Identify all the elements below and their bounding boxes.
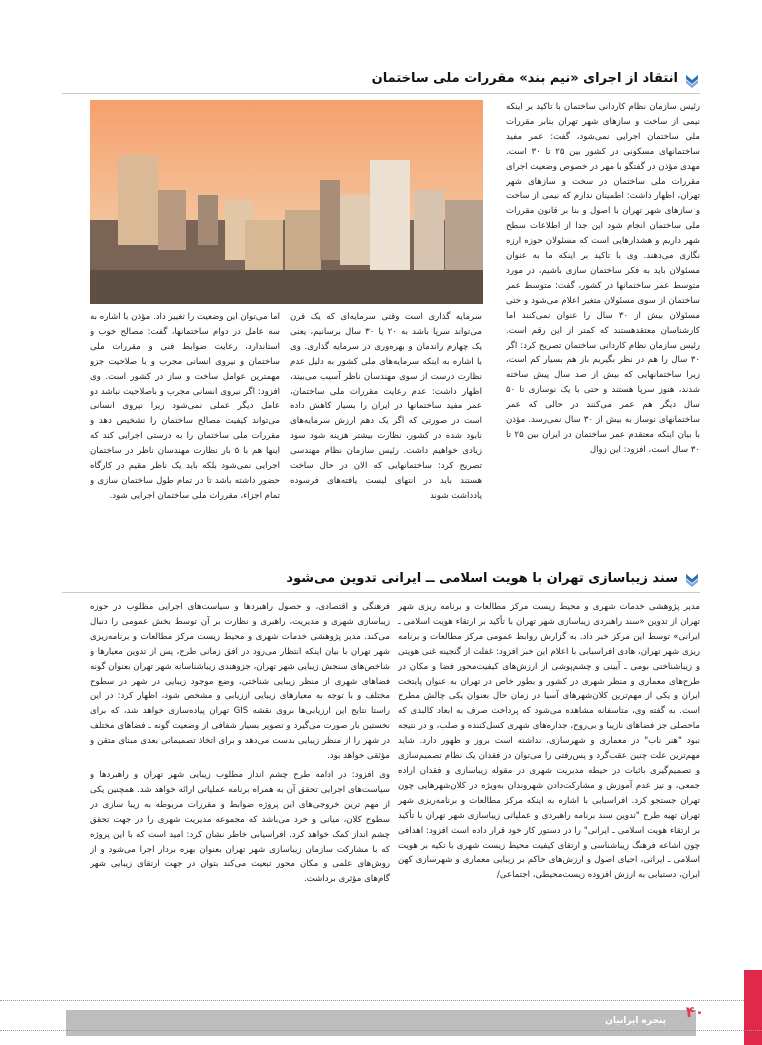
article-text: فرهنگی و اقتصادی، و حصول راهبردها و سیاست‌های اجرایی مطلوب در حوزه زیباسازی شهری و مدیریت، راهبری و نظارت بر آن توسط بخش عمومی را دنبال می‌کند. مدیر پژوهشی خدمات شهری و محیط زیست مرکز مطالعات و برنامه‌ریزی شهر تهران با بیان اینکه انتظار می‌رود در افق زمانی طرح، پس از تدوین معیارها و شاخص‌های سنجش زیبایی شهر تهران، جزوهندی زیباشناسانه شهر تهران بعنوان گونه فضاهای شهری از منظر زیبایی شناختی، وضع موجود زیبایی در شهر در سطوح مختلف و با توجه به معیارهای زیبایی ارزیابی و مشخص شود، اظهار کرد: در این راستا نتایج این ارزیابی‌ها بروی نقشه GIS تهران پیاده‌سازی خواهد شد، که برای نخستین بار صورت می‌گیرد و تصویر بسیار شفافی از وضعیت گونه ـ فضاهای مختلف در شهر را از منظر زیبایی بدست می‌دهد و برای اتخاذ تصمیماتی بعدی مبنای متقن و مؤثقی خواهد بود.: [90, 602, 390, 762]
article-text: سرمایه گذاری است وقتی سرمایه‌ای که یک قرن می‌تواند سرپا باشد به ۲۰ یا ۳۰ سال برسانیم، یعنی یک چهارم راندمان و بهره‌وری در سرمایه گذاری. وی با اشاره به اینکه سرمایه‌های ملی کشور به دلیل عدم نظارت درست از سوی مهندسان ناظر آسیب می‌بیند، اظهار داشت: عدم رعایت مقررات ملی ساختمان، عمر مفید ساختمانها در ایران را بسیار کاهش داده است در صورتی که اگر یک دهم ارزش سرمایه‌های نابود شده در کشور، نظارت بیشتر هزینه شود سود زیادی خواهیم داشت. رئیس سازمان نظام مهندسی تصریح کرد: ساختمانهایی که الان در حال ساخت هستند باید در انتهای لیست یافته‌های فرسوده یادداشت شوند: [290, 312, 482, 501]
article-column-middle: [290, 310, 482, 535]
header-divider: [62, 93, 700, 94]
article-column-left: [90, 310, 280, 535]
accent-bar: [744, 970, 762, 1045]
article-text: رئیس سازمان نظام کاردانی ساختمان با تاکید بر اینکه نیمی از ساخت و سازهای شهر تهران بنابر مقررات ملی ساختمان اجرایی نمی‌شود، گفت: عمر مفید ساختمانهای مسکونی در کشور بین ۲۵ تا ۳۰ است. مهدی مؤذن در گفتگو با مهر در خصوص وضعیت اجرای مقررات ملی ساختمان در سخت و سازهای شهر تهران، اظهار داشت: اطمینان ندارم که نیمی از ساخت و سازهای شهر تهران با اصول و بنا بر قانون مقررات ملی ساختمان انجام شود این جدا از اطلاعات سطح شهر داریم و هشدارهایی است که مسئولان حوزه ارزه نگاری می‌دهند. وی با تاکید بر اینکه ما به عنوان مسئولان باید به فکر ساختمان سازی باشیم، در مورد متوسط عمر ساختمانها در کشور، گفت: متوسط عمر ساختمان از سوی مسئولان متغیر اعلام می‌شود و حتی مسئولان بیش از ۳۰ سال را عنوان نمی‌کنند اما کارشناسان معتقدهستند که کمتر از این رقم است. رئیس سازمان نظام کاردانی ساختمان تصریح کرد: اگر ۳۰ سال را هم در نظر بگیریم باز هم بسیار کم است، زیرا ساختمانهایی که بیش از صد سال پیش ساخته شدند، هنوز سرپا هستند و حتی با یک نوسازی تا ۵۰ سال دیگر هم عمر می‌کنند در حالی که عمر ساختمانهای نوساز به بیش از ۳۰ سال نمی‌رسد. مؤذن با بیان اینکه معتقدم عمر ساختمان در ایران بین ۲۵ تا ۳۰ سال است، افزود: این زوال: [506, 102, 700, 455]
footer-divider: [0, 1000, 762, 1001]
article-column-left: [90, 600, 390, 972]
magazine-label: پنجره ایرانیان: [605, 1016, 666, 1026]
article-headline: سند زیباسازی تهران با هویت اسلامی ــ ایرانی تدوین می‌شود: [286, 571, 678, 586]
article-text: اما می‌توان این وضعیت را تغییر داد. مؤذن با اشاره به سه عامل در دوام ساختمانها، گفت: مصالح خوب و استاندارد، رعایت ضوابط فنی و مقررات ملی ساختمان و نیروی انسانی مجرب و با صلاحیت جزو مهمترین عوامل ساخت و ساز در کشور است. وی افزود: اگر نیروی انسانی مجرب و باصلاحیت نباشد دو عامل دیگر عملی نمی‌شود زیرا نیروی انسانی می‌تواند کیفیت مصالح ساختمان را تشخیص دهد و مقررات ملی ساختمان را به درستی اجرایی کند که اینها هم با ۵ بار نظارت مهندسان ناظر در ساختمان اجرایی نمی‌شود بلکه باید یک ناظر مقیم در کارگاه حضور داشته باشد تا در تمام طول ساختمان سازی و تمام اجزاء، مقررات ملی ساختمان اجرایی شود.: [90, 312, 280, 501]
article-text: مدیر پژوهشی خدمات شهری و محیط زیست مرکز مطالعات و برنامه ریزی شهر تهران از تدوین «سند راهبردی زیباسازی شهر تهران با تأکید بر ارتقاء هویت اسلامی ـ ایرانی» توسط این مرکز خبر داد. به گزارش روابط عمومی مرکز مطالعات و برنامه ریزی شهر تهران، هادی افراسیابی با اعلام این خبر افزود: غفلت از گنجینه غنی هویتی و زیباشناختی بومی ـ آیینی و چشم‌پوشی از ارزش‌های کیفیت‌محور فضا و مکان در طرح‌های معماری و منظر شهری در کشور و بطور خاص در تهران به عنوان پایتخت ایران و یکی از مهم‌ترین کلان‌شهرهای آسیا در زمان حال بعنوان یکی چالش مطرح است. به گفته وی، متاسفانه مشاهده می‌شود که پرداخت صرف به ابعاد کالبدی که ماحصلی جز فضاهای نازیبا و بی‌روح، جداره‌های شهری کسل‌کننده و صلب، و در نتیجه نبود "هنر ناب" در معماری و شهرسازی، نداشته است بروز و ظهور دارد. شاید مهم‌ترین علت چنین عقب‌گرد و پس‌رفتی را می‌توان در فقدان یک نظام تصمیم‌سازی و تصمیم‌گیری باثبات در حیطه مدیریت شهری در مقوله زیباسازی و فقدان اراده جمعی، و نیز عدم آموزش و مشارکت‌دادن شهروندان به‌ویژه در کلان‌شهرهایی چون تهران جستجو کرد. افراسیابی با اشاره به اینکه مرکز مطالعات و برنامه‌ریزی شهر تهران تهیه طرح "تدوین سند برنامه راهبردی و عملیاتی زیباسازی شهر تهران با تأکید بر ارتقاء هویت اسلامی ـ ایرانی" را در دستور کار خود قرار داده است افزود: اهدافی چون اشاعه فرهنگ زیباشناسی و ارتقای کیفیت محیط زیست شهری با تکیه بر هویت اسلامی ـ ایرانی، احیای اصول و ارزش‌های حاکم بر زیبایی معماری و شهرسازی کهن ایران، دستیابی به ارزش افزوده زیست‌محیطی، اجتماعی/: [398, 602, 700, 881]
article-text: وی افزود: در ادامه طرح چشم انداز مطلوب زیبایی شهر تهران و راهبردها و سیاست‌های اجرایی تحقق آن به همراه برنامه عملیاتی ارائه خواهد شد. همچنین یکی از مهم ترین خروجی‌های این پروژه ضوابط و مقررات مربوطه به زیبا سازی در سطوح کلان، میانی و خرد می‌باشد که مجموعه مدیریت شهری را در جهت تحقق چشم انداز کمک خواهد کرد. افراسیابی خاطر نشان کرد: امید است که با این پروژه که با مشارکت سازمان زیباسازی شهر تهران بعنوان بهره بردار اجرا می‌شود و از روش‌های علمی و مکان محور تبعیت می‌کند بتوان در جهت ارتقای زیبایی شهر گام‌های مؤثری برداشت.: [90, 769, 390, 885]
chevron-down-icon: [684, 571, 700, 587]
article-column-right: [398, 600, 700, 972]
article-headline: انتقاد از اجرای «نیم بند» مقررات ملی ساختمان: [371, 71, 678, 86]
chevron-down-icon: [684, 72, 700, 88]
city-skyline-photo: [90, 100, 483, 304]
skyline-illustration: [90, 100, 483, 304]
article-column-right: [506, 100, 700, 530]
footer-divider: [0, 1030, 762, 1031]
footer-band: [66, 1010, 696, 1036]
header-divider: [62, 592, 700, 593]
page-number: ۴۰: [685, 1003, 704, 1021]
